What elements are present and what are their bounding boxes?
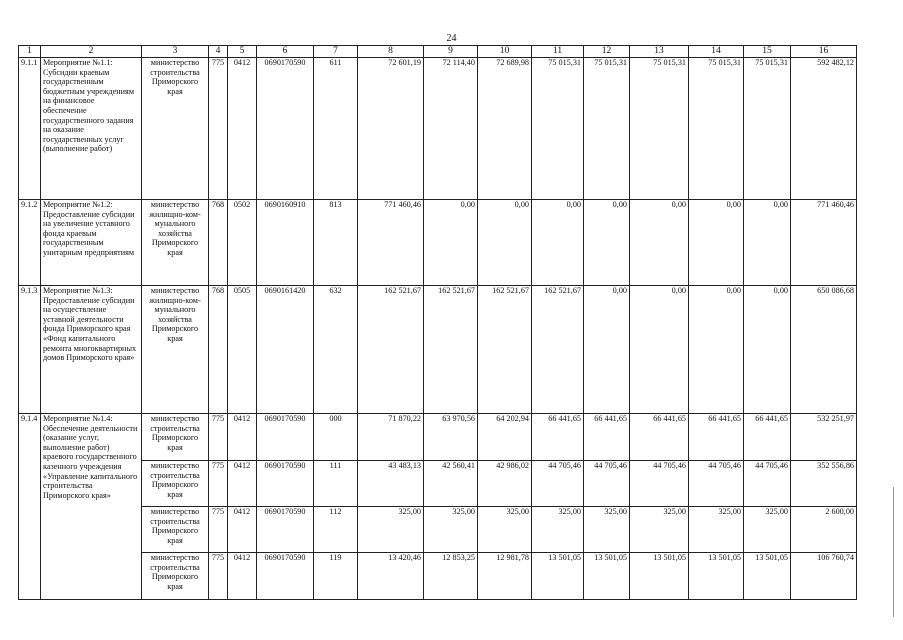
table-row (19, 553, 857, 600)
row-value: 325,00 (584, 507, 630, 553)
row-organization: министерство строительства Приморского края (142, 414, 209, 461)
row-value: 13 420,46 (358, 553, 424, 600)
row-organization: министерство строительства Приморского края (142, 461, 209, 507)
header-cell: 5 (228, 46, 257, 58)
header-cell: 4 (209, 46, 228, 58)
row-value: 44 705,46 (630, 461, 689, 507)
row-code-section: 0412 (228, 553, 257, 600)
row-code-type: 111 (314, 461, 358, 507)
header-cell: 1 (19, 46, 41, 58)
row-value: 75 015,31 (584, 58, 630, 200)
table-row (19, 461, 857, 507)
row-value: 592 482,12 (791, 58, 857, 200)
row-value: 63 970,56 (424, 414, 478, 461)
row-code-target: 0690170590 (257, 58, 314, 200)
row-value: 42 560,41 (424, 461, 478, 507)
row-value: 66 441,65 (744, 414, 791, 461)
row-value: 13 501,05 (744, 553, 791, 600)
header-cell: 13 (630, 46, 689, 58)
row-value: 325,00 (630, 507, 689, 553)
row-value: 12 981,78 (478, 553, 532, 600)
row-value: 75 015,31 (744, 58, 791, 200)
row-value: 72 601,19 (358, 58, 424, 200)
row-code-section: 0412 (228, 507, 257, 553)
header-cell: 8 (358, 46, 424, 58)
table-header-row (19, 46, 857, 58)
row-value: 72 689,98 (478, 58, 532, 200)
row-code-section: 0505 (228, 286, 257, 414)
row-value: 0,00 (584, 200, 630, 286)
row-code-type: 112 (314, 507, 358, 553)
row-code-section: 0412 (228, 58, 257, 200)
row-value: 44 705,46 (744, 461, 791, 507)
row-code-ministry: 775 (209, 58, 228, 200)
row-value: 0,00 (532, 200, 584, 286)
row-value: 0,00 (630, 286, 689, 414)
row-code-target: 0690160910 (257, 200, 314, 286)
row-value: 66 441,65 (630, 414, 689, 461)
row-code-section: 0412 (228, 461, 257, 507)
row-value: 352 556,86 (791, 461, 857, 507)
header-cell: 15 (744, 46, 791, 58)
page-number: 24 (446, 33, 457, 44)
header-cell: 2 (41, 46, 142, 58)
row-code-section: 0412 (228, 414, 257, 461)
row-value: 2 600,00 (791, 507, 857, 553)
row-code-ministry: 768 (209, 200, 228, 286)
header-cell: 3 (142, 46, 209, 58)
row-code-target: 0690161420 (257, 286, 314, 414)
row-value: 325,00 (744, 507, 791, 553)
row-value: 66 441,65 (532, 414, 584, 461)
row-organization: министерство жилищно-ком-мунального хозяйства Приморского края (142, 200, 209, 286)
row-value: 0,00 (630, 200, 689, 286)
row-measure-name: Мероприятие №1.4: Обеспечение деятельности (оказание услуг, выполнение работ) краевого государственного казенного учреждения «Управление капитального строительства Приморского края» (41, 414, 142, 600)
row-measure-name: Мероприятие №1.3: Предоставление субсидии на осуществление уставной деятельности фонда Приморского края «Фонд капитального ремонта многоквартирных домов Приморского края» (41, 286, 142, 414)
row-value: 13 501,05 (689, 553, 744, 600)
row-value: 0,00 (478, 200, 532, 286)
row-value: 162 521,67 (478, 286, 532, 414)
row-code-ministry: 775 (209, 414, 228, 461)
header-cell: 12 (584, 46, 630, 58)
row-value: 106 760,74 (791, 553, 857, 600)
row-code-section: 0502 (228, 200, 257, 286)
row-code-type: 119 (314, 553, 358, 600)
row-code-ministry: 775 (209, 507, 228, 553)
header-cell: 11 (532, 46, 584, 58)
header-cell: 16 (791, 46, 857, 58)
row-value: 64 202,94 (478, 414, 532, 461)
row-code-type: 632 (314, 286, 358, 414)
row-code-target: 0690170590 (257, 507, 314, 553)
row-value: 44 705,46 (532, 461, 584, 507)
table-row (19, 200, 857, 286)
row-measure-name: Мероприятие №1.1: Субсидии краевым государственным бюджетным учреждениям на финансовое обеспечение государственного задания на оказание государственных услуг (выполнение работ) (41, 58, 142, 200)
row-measure-name: Мероприятие №1.2: Предоставление субсидии на увеличение уставного фонда краевым государственным унитарным предприятиям (41, 200, 142, 286)
row-value: 13 501,05 (532, 553, 584, 600)
row-organization: министерство строительства Приморского края (142, 553, 209, 600)
row-value: 13 501,05 (630, 553, 689, 600)
row-value: 12 853,25 (424, 553, 478, 600)
table-row (19, 414, 857, 461)
table-row (19, 507, 857, 553)
row-organization: министерство жилищно-ком-мунального хозяйства Приморского края (142, 286, 209, 414)
row-value: 0,00 (744, 200, 791, 286)
row-code-target: 0690170590 (257, 553, 314, 600)
row-value: 325,00 (689, 507, 744, 553)
row-value: 162 521,67 (358, 286, 424, 414)
row-value: 44 705,46 (689, 461, 744, 507)
row-code-type: 000 (314, 414, 358, 461)
header-cell: 7 (314, 46, 358, 58)
row-value: 325,00 (358, 507, 424, 553)
row-value: 771 460,46 (358, 200, 424, 286)
row-value: 72 114,40 (424, 58, 478, 200)
row-index: 9.1.4 (19, 414, 41, 600)
row-index: 9.1.1 (19, 58, 41, 200)
row-organization: министерство строительства Приморского края (142, 58, 209, 200)
row-code-type: 611 (314, 58, 358, 200)
row-value: 0,00 (744, 286, 791, 414)
row-code-ministry: 775 (209, 553, 228, 600)
row-code-ministry: 775 (209, 461, 228, 507)
row-value: 650 086,68 (791, 286, 857, 414)
row-value: 325,00 (478, 507, 532, 553)
row-code-target: 0690170590 (257, 414, 314, 461)
row-value: 71 870,22 (358, 414, 424, 461)
row-value: 325,00 (424, 507, 478, 553)
header-cell: 10 (478, 46, 532, 58)
row-value: 532 251,97 (791, 414, 857, 461)
row-value: 162 521,67 (424, 286, 478, 414)
row-value: 162 521,67 (532, 286, 584, 414)
row-value: 771 460,46 (791, 200, 857, 286)
row-value: 0,00 (689, 286, 744, 414)
row-organization: министерство строительства Приморского края (142, 507, 209, 553)
row-value: 0,00 (584, 286, 630, 414)
header-cell: 9 (424, 46, 478, 58)
row-value: 0,00 (689, 200, 744, 286)
row-code-ministry: 768 (209, 286, 228, 414)
row-code-target: 0690170590 (257, 461, 314, 507)
row-value: 75 015,31 (532, 58, 584, 200)
row-value: 42 986,02 (478, 461, 532, 507)
row-value: 75 015,31 (689, 58, 744, 200)
row-code-type: 813 (314, 200, 358, 286)
row-value: 13 501,05 (584, 553, 630, 600)
budget-table (18, 45, 857, 600)
header-cell: 14 (689, 46, 744, 58)
row-value: 325,00 (532, 507, 584, 553)
row-index: 9.1.3 (19, 286, 41, 414)
row-value: 66 441,65 (584, 414, 630, 461)
table-row (19, 286, 857, 414)
row-value: 0,00 (424, 200, 478, 286)
row-value: 75 015,31 (630, 58, 689, 200)
row-value: 44 705,46 (584, 461, 630, 507)
row-value: 66 441,65 (689, 414, 744, 461)
scan-edge-line (893, 487, 894, 617)
table-row (19, 58, 857, 200)
row-index: 9.1.2 (19, 200, 41, 286)
row-value: 43 483,13 (358, 461, 424, 507)
header-cell: 6 (257, 46, 314, 58)
